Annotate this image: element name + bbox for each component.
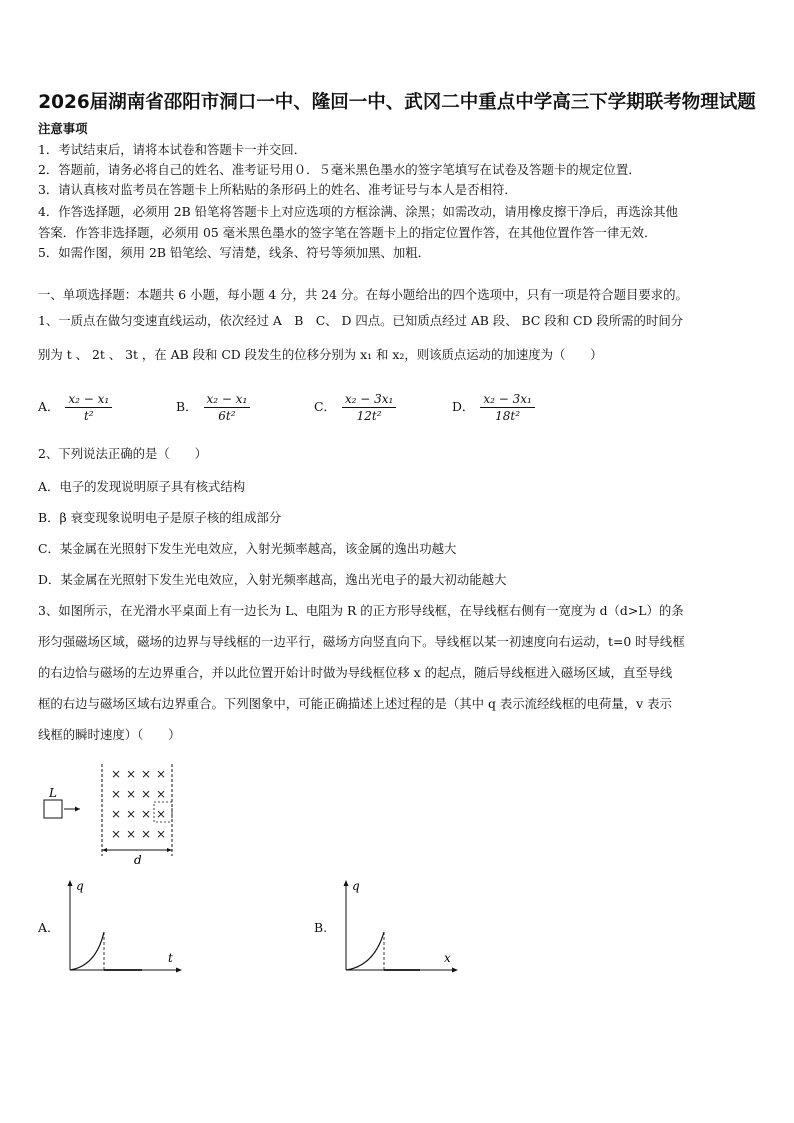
dim-arrow-left [102,848,107,852]
question-3-line: 形匀强磁场区域，磁场的边界与导线框的一边平行，磁场方向竖直向下。导线框以某一初速度向右运动，t=0 时导线框 [38,634,685,649]
cross: × [111,767,122,781]
notice-item: 1．考试结束后，请将本试卷和答题卡一并交回． [38,142,307,157]
question-1-line-1: 1、一质点在做匀变速直线运动，依次经过 A B C、 D 四点。已知质点经过 AB 段、 BC 段和 CD 段所需的时间分 [38,313,684,328]
fraction [204,392,251,423]
cross: × [156,787,167,801]
q2-option-c[interactable]: C．某金属在光照射下发生光电效应，入射光频率越高，该金属的逸出功越大 [38,541,457,556]
question-3-line: 线框的瞬时速度）（ ） [38,727,181,742]
question-3-line: 的右边恰与磁场的左边界重合，并以此位置开始计时做为导线框位移 x 的起点，随后导线框进入磁场区域，直至导线 [38,665,673,680]
q-curve [346,932,384,970]
notice-heading: 注意事项 [38,121,88,136]
question-3-line: 3、如图所示，在光滑水平桌面上有一边长为 L、电阻为 R 的正方形导线框，在导线框右侧有一宽度为 d（d>L）的条 [38,603,684,618]
cross: × [141,807,152,821]
cross: × [156,807,167,821]
cross: × [141,767,152,781]
question-2-stem: 2、下列说法正确的是（ ） [38,446,207,461]
x-axis-arrow [176,968,182,973]
denominator: 6t² [218,409,236,423]
cross: × [141,787,152,801]
numerator: x₂ − x₁ [65,392,112,408]
notice-item: 答案．作答非选择题，必须用 05 毫米黑色墨水的签字笔在答题卡上的指定位置作答，在其他位置作答一律无效． [38,225,657,240]
field-crosses [111,767,166,841]
cross: × [141,827,152,841]
cross: × [126,807,137,821]
cross: × [111,787,122,801]
cross: × [126,767,137,781]
q1-option-a[interactable] [38,392,112,423]
q-curve [70,932,104,970]
label-L: L [49,786,57,800]
square-loop [44,800,62,818]
graph-b [336,876,466,976]
option-label: D． [452,399,475,414]
q1-option-c[interactable] [314,392,396,423]
q2-option-b[interactable]: B．β 衰变现象说明电子是原子核的组成部分 [38,510,282,525]
question-1-line-2: 别为 t 、 2t 、 3t ，在 AB 段和 CD 段发生的位移分别为 x₁ 和 x₂，则该质点运动的加速度为（ ） [38,347,603,362]
cross: × [156,827,167,841]
q1-option-b[interactable] [176,392,250,423]
cross: × [126,827,137,841]
y-axis-label: q [76,879,84,893]
cross: × [126,787,137,801]
notice-item: 3．请认真核对监考员在答题卡上所粘贴的条形码上的姓名、准考证号与本人是否相符． [38,182,517,197]
cross: × [111,807,122,821]
dim-arrow-right [167,848,172,852]
x-axis-arrow [452,968,458,973]
fraction [342,392,396,423]
option-label: C． [314,399,336,414]
numerator: x₂ − 3x₁ [480,392,534,408]
q2-option-a[interactable]: A．电子的发现说明原子具有核式结构 [38,479,246,494]
exam-title: 2026届湖南省邵阳市洞口一中、隆回一中、武冈二中重点中学高三下学期联考物理试题 [38,92,756,113]
section-heading: 一、单项选择题：本题共 6 小题，每小题 4 分，共 24 分。在每小题给出的四个选项中，只有一项是符合题目要求的。 [38,287,688,302]
cross: × [156,767,167,781]
denominator: 12t² [356,409,382,423]
denominator: t² [83,409,94,423]
arrow-head [75,807,80,812]
notice-item: 2．答题前，请务必将自己的姓名、准考证号用０．５毫米黑色墨水的签字笔填写在试卷及答题卡的规定位置． [38,162,641,177]
numerator: x₂ − x₁ [204,392,251,408]
cross: × [111,827,122,841]
option-label: A． [38,399,60,414]
denominator: 18t² [495,409,521,423]
notice-item: 5．如需作图，须用 2B 铅笔绘、写清楚，线条、符号等须加黑、加粗． [38,245,431,260]
x-axis-label: t [168,951,173,965]
fraction [65,392,112,423]
y-axis-arrow [68,880,73,886]
option-label: B． [176,399,198,414]
q1-option-d[interactable] [452,392,535,423]
notice-item: 4．作答选择题，必须用 2B 铅笔将答题卡上对应选项的方框涂满、涂黑；如需改动，请用橡皮擦干净后，再选涂其他 [38,204,678,219]
numerator: x₂ − 3x₁ [342,392,396,408]
question-3-line: 框的右边与磁场区域右边界重合。下列图象中，可能正确描述上述过程的是（其中 q 表示流经线框的电荷量，v 表示 [38,696,672,711]
q2-option-d[interactable]: D．某金属在光照射下发生光电效应，入射光频率越高，逸出光电子的最大初动能越大 [38,572,507,587]
graph-a [60,876,190,976]
fraction [480,392,534,423]
y-axis-label: q [352,879,360,893]
q3-option-b-label[interactable]: B. [314,920,328,935]
magnetic-field-figure [38,758,188,868]
y-axis-arrow [344,880,349,886]
q3-option-a-label[interactable]: A. [38,920,51,935]
x-axis-label: x [444,951,451,965]
label-d: d [134,853,142,867]
